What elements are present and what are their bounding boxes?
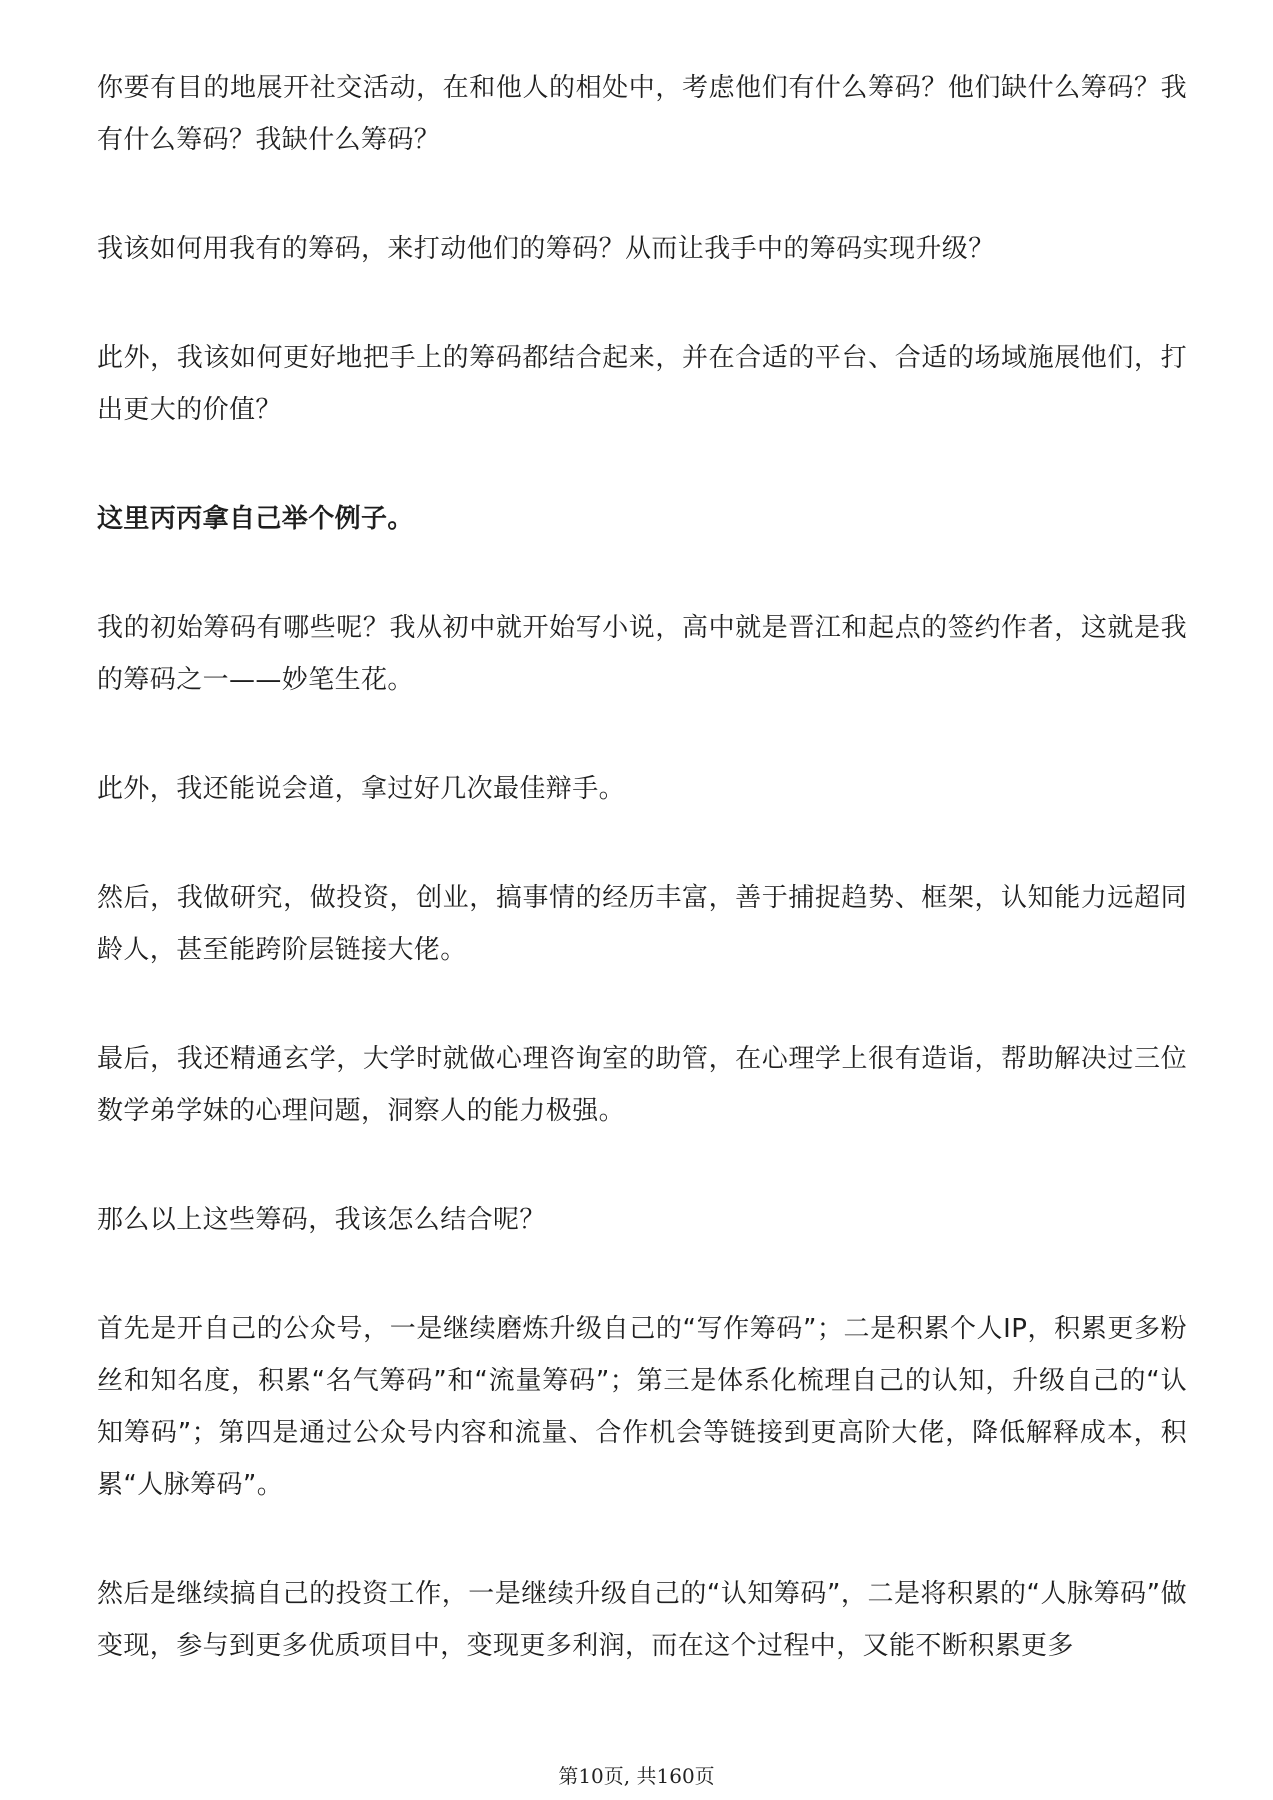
paragraph-7: 然后，我做研究，做投资，创业，搞事情的经历丰富，善于捕捉趋势、框架，认知能力远超同龄人，甚至能跨阶层链接大佬。 [97, 883, 1187, 965]
paragraph-1: 你要有目的地展开社交活动，在和他人的相处中，考虑他们有什么筹码？他们缺什么筹码？我有什么筹码？我缺什么筹码？ [97, 73, 1187, 155]
paragraph-10: 首先是开自己的公众号，一是继续磨炼升级自己的“写作筹码”；二是积累个人IP，积累更多粉丝和知名度，积累“名气筹码”和“流量筹码”；第三是体系化梳理自己的认知，升级自己的“认知筹码”；第四是通过公众号内容和流量、合作机会等链接到更高阶大佬，降低解释成本，积累“人脉筹码”。 [97, 1314, 1187, 1500]
paragraph-6: 此外，我还能说会道，拿过好几次最佳辩手。 [97, 774, 626, 804]
paragraph-9: 那么以上这些筹码，我该怎么结合呢？ [97, 1205, 546, 1235]
page-number-footer: 第10页, 共160页 [558, 1764, 715, 1788]
paragraph-8: 最后，我还精通玄学，大学时就做心理咨询室的助管，在心理学上很有造诣，帮助解决过三位数学弟学妹的心理问题，洞察人的能力极强。 [97, 1044, 1187, 1126]
paragraph-3: 此外，我该如何更好地把手上的筹码都结合起来，并在合适的平台、合适的场域施展他们，打出更大的价值？ [97, 343, 1187, 425]
paragraph-2: 我该如何用我有的筹码，来打动他们的筹码？从而让我手中的筹码实现升级？ [97, 234, 995, 264]
section-heading: 这里丙丙拿自己举个例子。 [97, 504, 414, 534]
document-body [97, 62, 1187, 1672]
paragraph-11: 然后是继续搞自己的投资工作，一是继续升级自己的“认知筹码”，二是将积累的“人脉筹码”做变现，参与到更多优质项目中，变现更多利润，而在这个过程中，又能不断积累更多 [97, 1579, 1187, 1661]
paragraph-5: 我的初始筹码有哪些呢？我从初中就开始写小说，高中就是晋江和起点的签约作者，这就是我的筹码之一——妙笔生花。 [97, 613, 1187, 695]
